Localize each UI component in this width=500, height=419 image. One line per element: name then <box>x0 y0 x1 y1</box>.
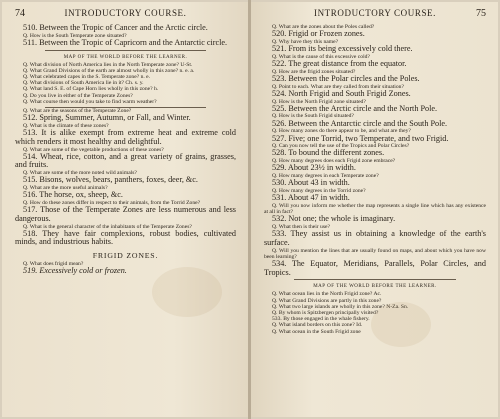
map-heading: MAP OF THE WORLD BEFORE THE LEARNER. <box>313 284 437 290</box>
section-rule <box>294 279 456 280</box>
question-line: Q. How many degrees in the Torrid zone? <box>272 187 366 194</box>
question-line: Q. What two large islands are wholly in this zone? N-Za. Sn. <box>272 303 409 310</box>
question-line: Q. What divisions of South America lie in it? Ch. s. y. <box>23 80 144 87</box>
question-line: Q. What island borders on this zone? Id. <box>272 322 363 329</box>
question-line: Q. What are some of the vegetable productions of these zones? <box>23 146 164 153</box>
answer-line: 512. Spring, Summer, Autumn, or Fall, and Winter. <box>23 113 191 123</box>
question-line: Q. What celebrated capes in the S. Temperate zone? n. e. <box>23 74 151 81</box>
question-line: Q. What is the climate of these zones? <box>23 122 109 129</box>
question-line: Q. Will you mention the lines that are usually found on maps, and about which you have now been learning? <box>264 247 486 260</box>
answer-line: 511. Between the Tropic of Capricorn and the Antarctic circle. <box>23 37 228 47</box>
question-line: Q. How is the South Frigid situated? <box>272 113 354 120</box>
question-line: Q. How many degrees in each Temperate zone? <box>272 173 379 180</box>
question-line: Q. What are the seasons of the Temperate Zone? <box>23 108 132 115</box>
question-line: Q. What is the cause of this excessive cold? <box>272 53 370 60</box>
left-head-title: INTRODUCTORY COURSE. <box>64 8 187 18</box>
left-page-body <box>15 24 236 276</box>
question-line: Q. How is the North Frigid zone situated? <box>272 98 366 105</box>
question-line: Q. What land S. E. of Cape Horn lies wholly in this zone? h. <box>23 86 159 93</box>
map-heading: MAP OF THE WORLD BEFORE THE LEARNER. <box>63 54 188 60</box>
left-page-number: 74 <box>15 8 25 19</box>
answer-line: 523. Between the Polar circles and the Poles. <box>272 73 420 83</box>
right-head-title: INTRODUCTORY COURSE. <box>313 8 436 18</box>
question-line: Q. What Grand Divisions of the earth are almost wholly in this zone? n. e. a. <box>23 67 195 74</box>
right-page <box>251 2 498 417</box>
question-line: Q. What is the general character of the inhabitants of the Temperate Zones? <box>23 223 192 230</box>
answer-line: 533. They assist us in obtaining a knowledge of the earth's surface. <box>264 229 486 247</box>
answer-line: 520. Frigid or Frozen zones. <box>272 29 365 39</box>
question-line: Q. What are the zones about the Poles called? <box>272 24 375 30</box>
question-line: Q. How is the South Temperate zone situated? <box>23 32 127 39</box>
answer-line: 519. Excessively cold or frozen. <box>23 266 127 276</box>
answer-line: 526. Between the Antarctic circle and the South Pole. <box>272 118 448 128</box>
answer-line: 516. The horse, ox, sheep, &c. <box>23 190 123 200</box>
question-line: Q. Point to each. What are they called from their situation? <box>272 83 404 90</box>
left-page <box>2 2 248 417</box>
question-line: Q. What are some of the more noted wild animals? <box>23 170 137 177</box>
answer-line: 527. Five; one Torrid, two Temperate, and two Frigid. <box>272 133 449 143</box>
right-page-body <box>264 24 486 335</box>
question-line: Q. What ocean in the South Frigid zone <box>272 328 361 335</box>
answer-line: 530. About 43 in width. <box>272 178 350 188</box>
question-line: Q. What division of North America lies in the North Temperate zone? U-St. <box>23 61 193 68</box>
question-line: Q. By whom is Spitzbergen principally visited? <box>272 310 379 317</box>
question-line: Q. What Grand Divisions are partly in this zone? <box>272 297 382 304</box>
section-rule <box>45 50 206 51</box>
answer-line: 528. To bound the different zones. <box>272 148 385 158</box>
answer-line: 531. About 47 in width. <box>272 193 350 203</box>
answer-line: 532. Not one; the whole is imaginary. <box>272 214 396 224</box>
question-line: Q. What ocean lies in the North Frigid zone? Ac. <box>272 291 382 298</box>
question-line: Q. How many degrees does each Frigid zone embrace? <box>272 158 396 165</box>
answer-line: 529. About 23½ in width. <box>272 163 356 173</box>
answer-line: 525. Between the Arctic circle and the North Pole. <box>272 103 438 113</box>
question-line: Q. What course then would you take to find warm weather? <box>23 98 157 105</box>
left-running-head <box>15 8 236 22</box>
question-line: Q. How many zones do there appear to be, and what are they? <box>272 128 411 135</box>
question-line: Q. Do you live in either of the Temperate Zones? <box>23 92 133 99</box>
answer-line: 521. From its being excessively cold there. <box>272 44 413 54</box>
answer-line: 517. Those of the Temperate Zones are less numerous and less dangerous. <box>15 205 236 223</box>
question-line: Q. What then is their use? <box>272 223 330 230</box>
answer-line: 518. They have fair complexions, robust bodies, cultivated minds, and industrious habits. <box>15 228 236 247</box>
question-line: Q. Can you now tell the use of the Tropics and Polar Circles? <box>272 143 410 150</box>
question-line: Q. How do these zones differ in respect to their animals, from the Torrid Zone? <box>23 199 201 206</box>
answer-line: 522. The great distance from the equator. <box>272 59 407 69</box>
question-line: Q. How are the frigid zones situated? <box>272 68 356 75</box>
section-heading: FRIGID ZONES. <box>92 251 159 261</box>
question-line: 533. By those engaged in the whale fishery. <box>272 316 370 323</box>
answer-line: 510. Between the Tropic of Cancer and the Arctic circle. <box>23 23 208 32</box>
right-page-number: 75 <box>476 8 486 19</box>
question-line: Q. What are the more useful animals? <box>23 185 108 192</box>
question-line: Q. Why have they this name? <box>272 38 339 45</box>
answer-line: 534. The Equator, Meridians, Parallels, Polar Circles, and Tropics. <box>264 259 486 277</box>
question-line: Q. Will you now inform me whether the map represents a single line which has any existence at all in fact? <box>264 202 486 216</box>
answer-line: 524. North Frigid and South Frigid Zones. <box>272 88 411 98</box>
answer-line: 515. Bisons, wolves, bears, panthers, foxes, deer, &c. <box>23 175 198 185</box>
question-line: Q. What does frigid mean? <box>23 261 84 268</box>
answer-line: 513. It is alike exempt from extreme heat and extreme cold which renders it most healthy and delightful. <box>15 128 236 146</box>
right-running-head <box>264 8 486 22</box>
paper-stain <box>152 267 222 317</box>
answer-line: 514. Wheat, rice, cotton, and a great variety of grains, grasses, and fruits. <box>15 151 236 170</box>
paper-stain <box>371 302 431 347</box>
